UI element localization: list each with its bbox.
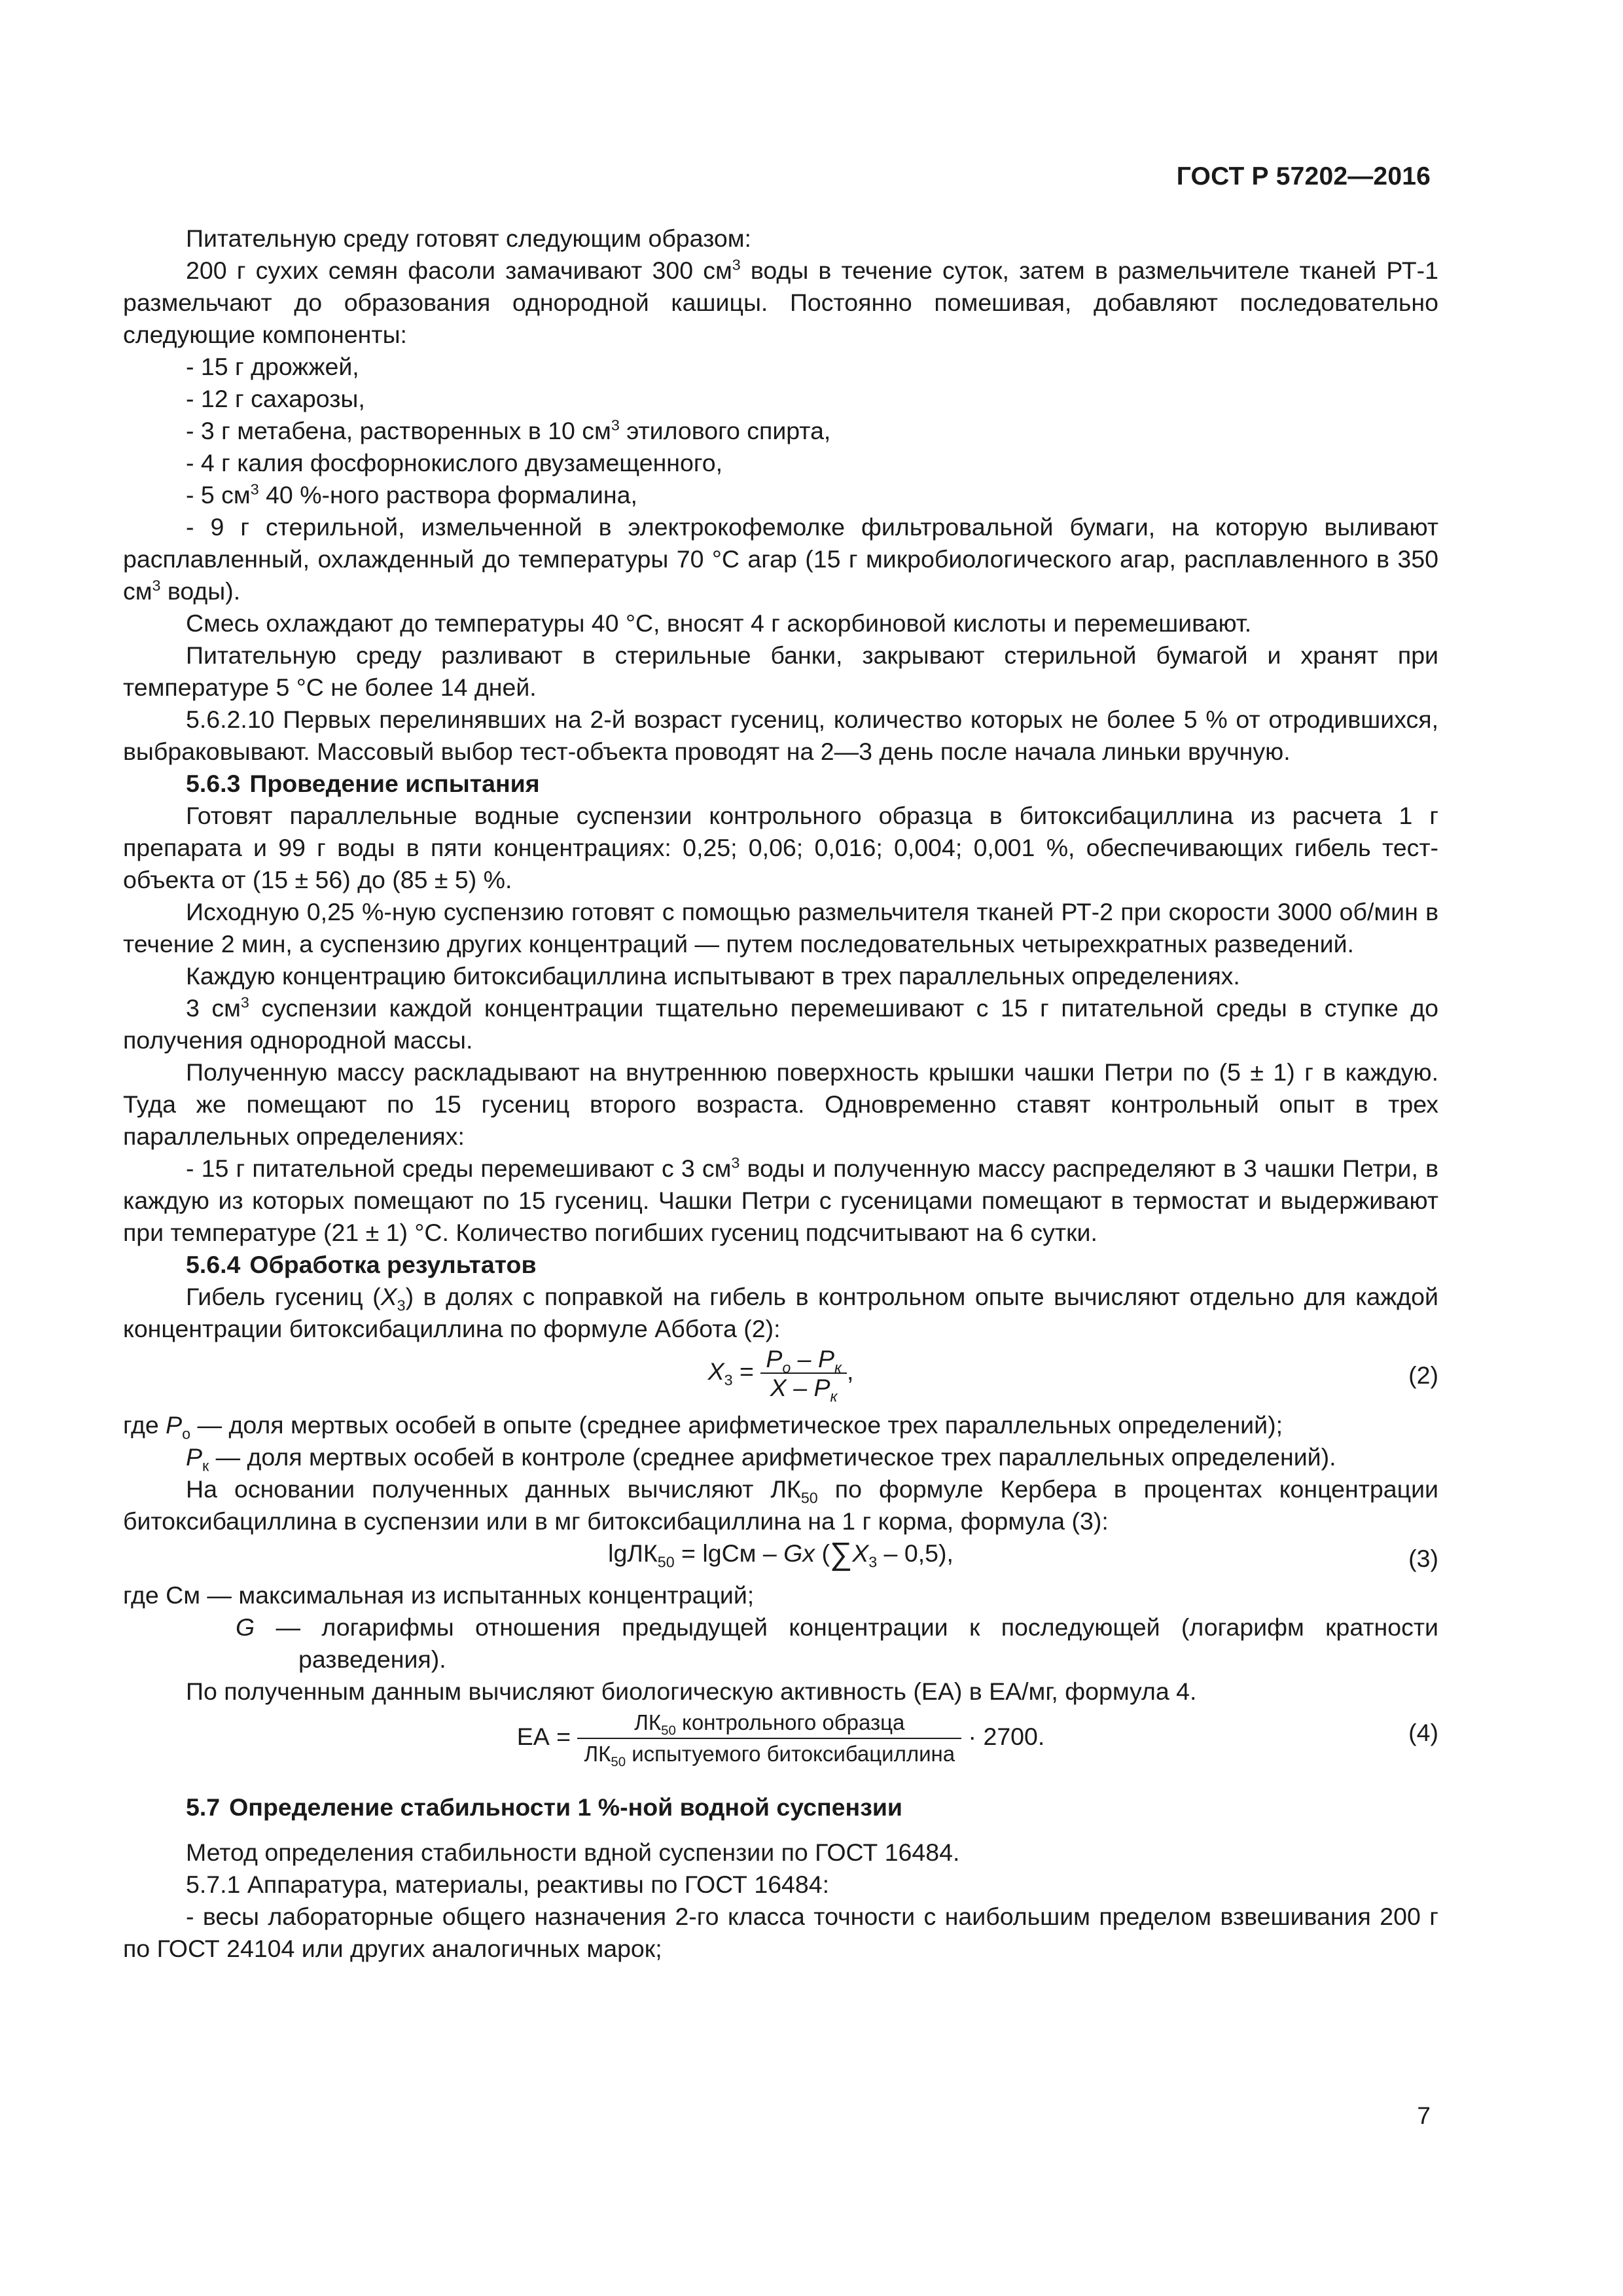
section-heading-5-7: 5.7 Определение стабильности 1 %-ной водной суспензии (186, 1793, 902, 1821)
list-item: - 3 г метабена, растворенных в 10 $см^3$ этилового спирта, (186, 416, 831, 444)
paragraph: 5.7.1 Аппаратура, материалы, реактивы по ГОСТ 16484: (186, 1871, 830, 1898)
formula-legend: где $P_о$ — доля мертвых особей в опыте (среднее арифметическое трех параллельных определений); (123, 1411, 1283, 1443)
formula-2: $X_3$ = $\frac{P_о - P_к}{X - P_к}$ , (2) (707, 1345, 1438, 1405)
paragraph: Готовят параллельные водные суспензии контрольного образца в битоксибациллина из расчета 1 г препарата и 99 г воды в пяти концентрациях: 0,25; 0,06; 0,016; 0,004; 0,001 %, обеспечивающих гибель тест-объекта от (15 ± 56) до (85 ± 5) %. (123, 802, 1438, 893)
paragraph: Питательную среду готовят следующим образом: (186, 224, 751, 252)
paragraph: Смесь охлаждают до температуры 40 °С, вносят 4 г аскорбиновой кислоты и перемешивают. (186, 609, 1252, 637)
formula-4: ЕА = $\frac{ЛК_{50} контрольного образца}{ЛК_{50} испытуемого битоксибациллина}$ · 2700. (4) (123, 1708, 1438, 1776)
paragraph: Метод определения стабильности вдной суспензии по ГОСТ 16484. (186, 1839, 960, 1866)
paragraph: Полученную массу раскладывают на внутреннюю поверхность крышки чашки Петри по (5 ± 1) г в каждую. Туда же помещают по 15 гусениц второго возраста. Одновременно ставят контрольный опыт в трех параллельных определениях: (123, 1058, 1438, 1150)
formula-number: (3) (1408, 1545, 1438, 1572)
document-standard-number: ГОСТ Р 57202—2016 (1176, 162, 1431, 190)
page-number: 7 (1417, 2102, 1431, 2129)
paragraph: На основании полученных данных вычисляют $ЛК_{50}$ по формуле Кербера в процентах концентрации битоксибациллина в суспензии или в мг битоксибациллина на 1 г корма, формула (3): (123, 1475, 1438, 1535)
list-item: - 4 г калия фосфорнокислого двузамещенного, (186, 449, 723, 476)
list-item: - 12 г сахарозы, (186, 385, 365, 412)
paragraph: По полученным данным вычисляют биологическую активность (ЕА) в ЕА/мг, формула 4. (186, 1677, 1197, 1705)
list-item: - 15 г питательной среды перемешивают с 3 $см^3$ воды и полученную массу распределяют в 3 чашки Петри, в каждую из которых помещают по 15 гусениц. Чашки Петри с гусеницами помещают в термостат и выдерживают при температуре (21 ± 1) °С. Количество погибших гусениц подсчитывают на 6 сутки. (123, 1154, 1438, 1246)
paragraph: Питательную среду разливают в стерильные банки, закрывают стерильной бумагой и хранят при температуре 5 °С не более 14 дней. (123, 641, 1438, 701)
list-item: - весы лабораторные общего назначения 2-го класса точности с наибольшим пределом взвешивания 200 г по ГОСТ 24104 или других аналогичных марок; (123, 1903, 1438, 1962)
formula-number: (4) (1408, 1719, 1438, 1746)
formula-3: lgЛК$_{50}$ = lgCм – Gx $(\sum X_3 - 0,5)$, (3) (123, 1537, 1438, 1579)
section-heading-5-6-3: 5.6.3 Проведение испытания (186, 770, 540, 797)
list-item: - 15 г дрожжей, (186, 353, 359, 380)
paragraph: 200 г сухих семян фасоли замачивают 300 $см^3$ воды в течение суток, затем в размельчителе тканей РТ-1 размельчают до образования однородной кашицы. Постоянно помешивая, добавляют последовательно следующие компоненты: (123, 256, 1438, 348)
paragraph: 3 $см^3$ суспензии каждой концентрации тщательно перемешивают с 15 г питательной среды в ступке до получения однородной массы. (123, 994, 1438, 1054)
formula-legend: G — логарифмы отношения предыдущей концентрации к последующей (логарифм кратности разведения). (236, 1613, 1438, 1673)
paragraph: Исходную 0,25 %-ную суспензию готовят с помощью размельчителя тканей РТ-2 при скорости 3000 об/мин в течение 2 мин, а суспензию других концентраций — путем последовательных четырехкратных разведений. (123, 898, 1438, 958)
paragraph: Гибель гусениц $(X_3)$ в долях с поправкой на гибель в контрольном опыте вычисляют отдельно для каждой концентрации битоксибациллина по формуле Аббота (2): (123, 1283, 1438, 1342)
fraction: $\frac{ЛК_{50} контрольного образца}{ЛК_{50} испытуемого битоксибациллина}$ (577, 1708, 961, 1769)
list-item: - 5 $см^3$ 40 %-ного раствора формалина, (186, 480, 637, 509)
list-item: - 9 г стерильной, измельченной в электрокофемолке фильтровальной бумаги, на которую выливают расплавленный, охлажденный до температуры 70 °С агар (15 г микробиологического агар, расплавленного в 350 $см^3$ воды). (123, 513, 1438, 605)
paragraph: Каждую концентрацию битоксибациллина испытывают в трех параллельных определениях. (186, 962, 1240, 990)
fraction: $\frac{P_о - P_к}{X - P_к}$ (760, 1345, 847, 1401)
formula-legend: $P_к$ — доля мертвых особей в контроле (среднее арифметическое трех параллельных определений). (186, 1443, 1336, 1475)
document-body (123, 223, 1438, 1965)
paragraph: 5.6.2.10 Первых перелинявших на 2-й возраст гусениц, количество которых не более 5 % от отродившихся, выбраковывают. Массовый выбор тест-объекта проводят на 2—3 день после начала линьки вручную. (123, 706, 1438, 765)
formula-legend: где Cм — максимальная из испытанных концентраций; (123, 1581, 755, 1609)
formula-number: (2) (1408, 1361, 1438, 1389)
section-heading-5-6-4: 5.6.4 Обработка результатов (186, 1251, 537, 1278)
